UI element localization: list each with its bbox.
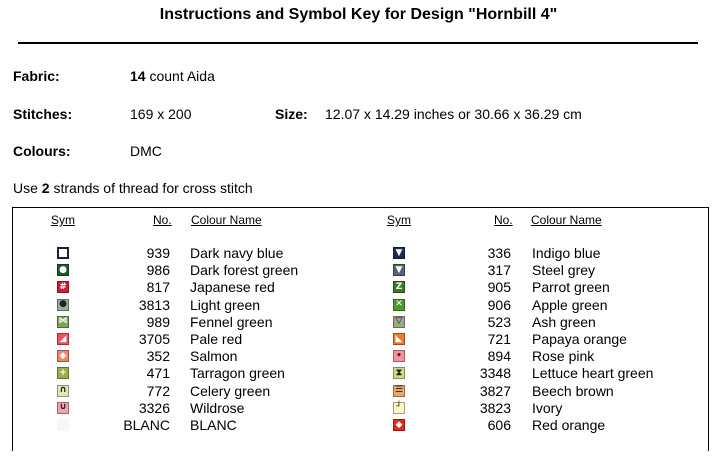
key-row	[13, 262, 708, 279]
strands-pre: Use	[13, 180, 42, 196]
colour-name: Ivory	[532, 399, 563, 416]
key-row	[13, 348, 708, 365]
colour-name: Red orange	[532, 417, 606, 433]
colour-name: Pale red	[190, 331, 243, 347]
size-label: Size:	[275, 106, 308, 122]
key-row	[13, 400, 708, 417]
triangle-icon: ◢	[57, 333, 69, 345]
dmc-number: 3813	[138, 296, 170, 313]
title-divider	[18, 42, 698, 44]
colour-name: Japanese red	[190, 279, 275, 296]
triangle-down-icon: ▼	[393, 247, 405, 259]
dmc-number: 336	[487, 245, 511, 261]
header-sym-left: Sym	[51, 213, 75, 227]
dmc-number: 986	[146, 262, 170, 279]
dmc-number: 894	[487, 348, 511, 365]
dmc-number: BLANC	[123, 417, 170, 433]
arch-icon: ∩	[57, 385, 69, 397]
fabric-text: count Aida	[145, 68, 215, 84]
dmc-number: 989	[146, 313, 170, 330]
circle-icon: ●	[57, 264, 69, 276]
key-row	[13, 417, 708, 434]
colour-name: Beech brown	[532, 382, 614, 399]
dmc-number: 3827	[479, 382, 511, 399]
fabric-row	[13, 68, 60, 84]
dmc-number: 939	[146, 245, 170, 261]
colour-name: Wildrose	[190, 399, 245, 416]
dmc-number: 817	[146, 279, 170, 296]
dmc-number: 3326	[138, 399, 170, 416]
colour-name: BLANC	[190, 417, 237, 433]
strands-instruction	[13, 180, 253, 196]
hourglass-icon: ⧗	[393, 367, 405, 379]
size-value: 12.07 x 14.29 inches or 30.66 x 36.29 cm	[325, 106, 582, 122]
colour-name: Steel grey	[532, 262, 596, 279]
colour-name: Parrot green	[532, 279, 610, 296]
triangle-icon: ◣	[393, 333, 405, 345]
key-row	[13, 383, 708, 400]
header-colour-name-left: Colour Name	[191, 213, 262, 227]
colour-name: Light green	[190, 296, 261, 313]
dmc-number: 721	[487, 331, 511, 347]
colour-name: Ash green	[532, 313, 596, 330]
symbol-key-table	[12, 207, 709, 451]
fabric-count: 14	[130, 68, 146, 84]
key-row	[13, 297, 708, 314]
diamond-icon: ◆	[393, 419, 405, 431]
dmc-number: 352	[146, 348, 170, 365]
header-sym-right: Sym	[387, 213, 411, 227]
triangle-down-icon: ▼	[393, 264, 405, 276]
diamond-icon: ◆	[57, 350, 69, 362]
bowtie-icon: ⋈	[58, 316, 68, 327]
colour-name: Celery green	[190, 382, 271, 399]
circle-icon: ●	[57, 299, 69, 311]
stitches-value: 169 x 200	[130, 106, 192, 122]
colour-name: Rose pink	[532, 348, 595, 365]
dmc-number: 905	[487, 279, 511, 296]
colour-name: Papaya orange	[532, 331, 627, 347]
dmc-number: 317	[487, 262, 511, 279]
key-row	[13, 331, 708, 348]
strands-post: strands of thread for cross stitch	[49, 180, 253, 196]
colours-label: Colours:	[13, 143, 71, 159]
header-colour-name-right: Colour Name	[531, 213, 602, 227]
strands-count: 2	[41, 180, 50, 196]
cup-icon: ∪	[57, 402, 69, 414]
colour-name: Dark navy blue	[190, 245, 284, 261]
plus-icon: +	[57, 367, 69, 379]
dmc-number: 3348	[479, 365, 511, 382]
dmc-number: 3823	[479, 399, 511, 416]
dot-icon: •	[393, 350, 405, 362]
dmc-number: 523	[487, 313, 511, 330]
hash-icon: #	[57, 281, 69, 293]
key-row	[13, 365, 708, 382]
dmc-number: 906	[487, 296, 511, 313]
fabric-label: Fabric:	[13, 68, 60, 84]
colour-name: Indigo blue	[532, 245, 601, 261]
dmc-number: 606	[487, 417, 511, 433]
colour-name: Apple green	[532, 296, 608, 313]
colour-name: Tarragon green	[190, 365, 285, 382]
lines-icon: ☰	[394, 385, 404, 396]
colours-value: DMC	[130, 143, 162, 159]
fabric-value	[130, 68, 215, 84]
triangle-outline-icon: ▽	[393, 316, 405, 328]
colour-name: Lettuce heart green	[532, 365, 654, 382]
header-no-left: No.	[153, 213, 172, 227]
dmc-number: 3705	[138, 331, 170, 347]
colour-name: Dark forest green	[190, 262, 299, 279]
colour-name: Salmon	[190, 348, 238, 365]
key-row	[13, 314, 708, 331]
key-row	[13, 245, 708, 262]
stitches-label: Stitches:	[13, 106, 73, 122]
key-row	[13, 279, 708, 296]
corner-icon: ┘	[393, 402, 405, 414]
z-icon: Z	[393, 281, 405, 293]
dmc-number: 471	[146, 365, 170, 382]
colour-name: Fennel green	[190, 313, 273, 330]
cross-icon: ✕	[393, 299, 405, 311]
header-no-right: No.	[494, 213, 513, 227]
dmc-number: 772	[146, 382, 170, 399]
page-title: Instructions and Symbol Key for Design "Hornbill 4"	[159, 6, 558, 23]
